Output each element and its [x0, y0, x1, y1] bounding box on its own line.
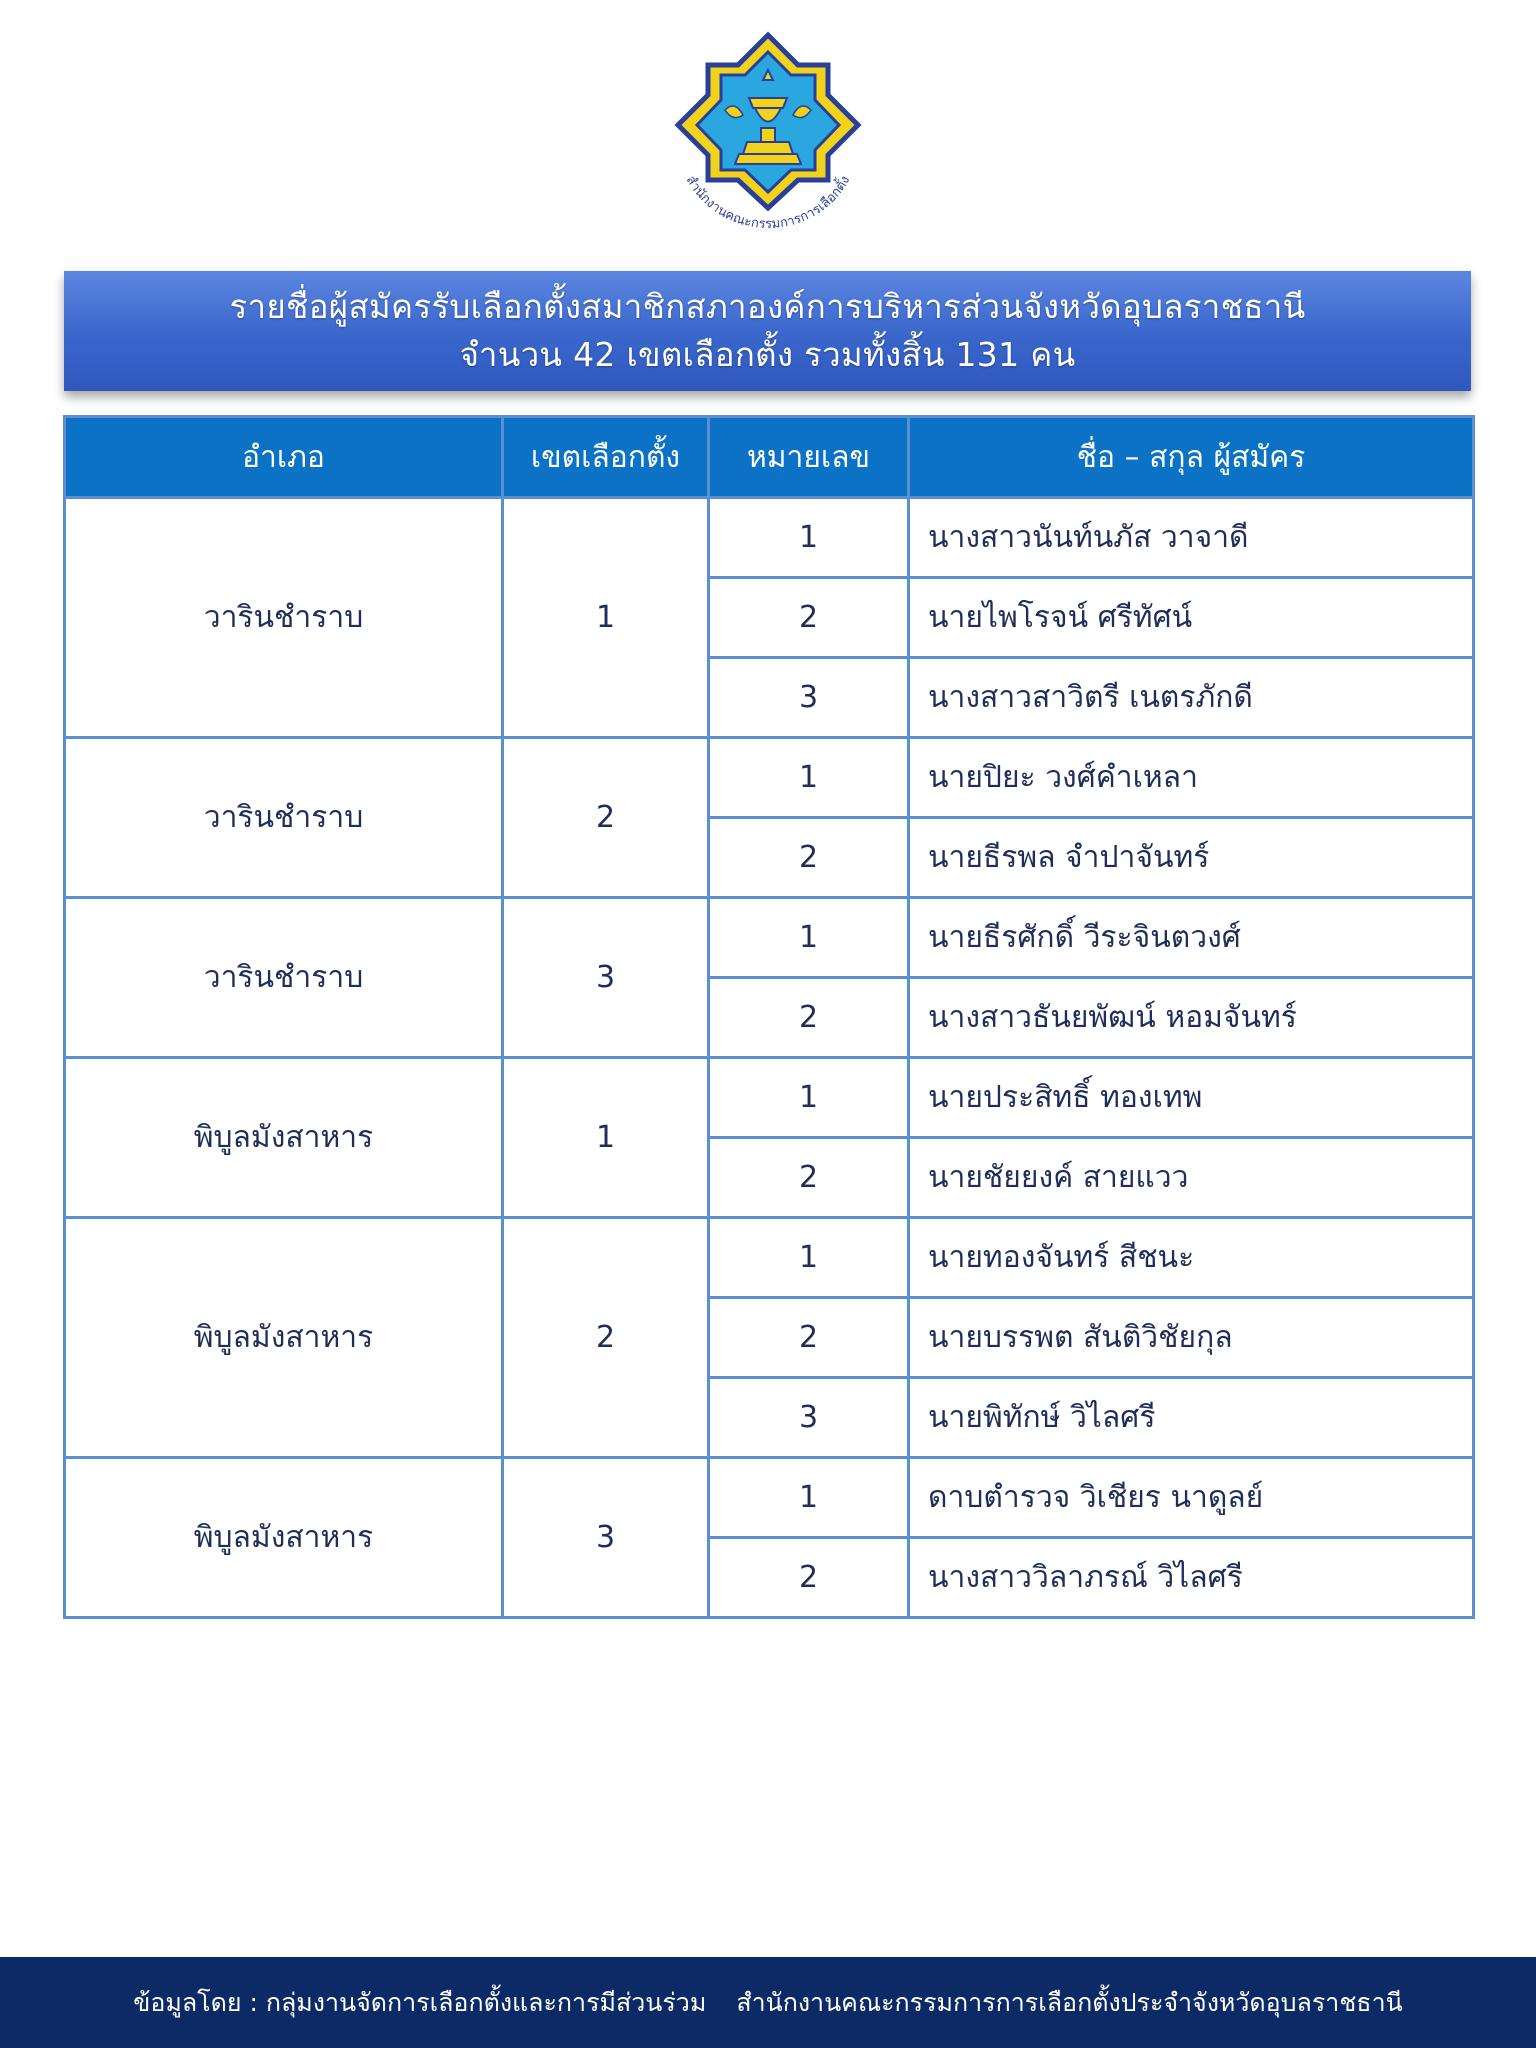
- number-cell: 2: [709, 818, 909, 898]
- district-cell: พิบูลมังสาหาร: [65, 1458, 503, 1618]
- logo-arc-text: สำนักงานคณะกรรมการการเลือกตั้ง: [682, 173, 854, 233]
- header-district: อำเภอ: [65, 417, 503, 498]
- candidate-name-cell: นายบรรพต สันติวิชัยกุล: [909, 1298, 1474, 1378]
- number-cell: 2: [709, 1138, 909, 1218]
- header-number: หมายเลข: [709, 417, 909, 498]
- candidate-name-cell: นายชัยยงค์ สายแวว: [909, 1138, 1474, 1218]
- emblem-icon: [663, 30, 873, 235]
- number-cell: 1: [709, 898, 909, 978]
- candidate-name-cell: นางสาวสาวิตรี เนตรภักดี: [909, 658, 1474, 738]
- number-cell: 1: [709, 738, 909, 818]
- zone-cell: 2: [503, 738, 709, 898]
- zone-cell: 1: [503, 1058, 709, 1218]
- zone-cell: 1: [503, 498, 709, 738]
- candidate-name-cell: ดาบตำรวจ วิเชียร นาดูลย์: [909, 1458, 1474, 1538]
- candidate-name-cell: นายพิทักษ์ วิไลศรี: [909, 1378, 1474, 1458]
- number-cell: 1: [709, 498, 909, 578]
- candidate-name-cell: นางสาวนันท์นภัส วาจาดี: [909, 498, 1474, 578]
- number-cell: 2: [709, 1538, 909, 1618]
- number-cell: 1: [709, 1218, 909, 1298]
- footer-source: ข้อมูลโดย : กลุ่มงานจัดการเลือกตั้งและการมีส่วนร่วม: [133, 1987, 707, 2017]
- table-row: [65, 738, 1474, 818]
- number-cell: 3: [709, 658, 909, 738]
- table-row: [65, 898, 1474, 978]
- header-zone: เขตเลือกตั้ง: [503, 417, 709, 498]
- footer-office: สำนักงานคณะกรรมการการเลือกตั้งประจำจังหวัดอุบลราชธานี: [736, 1987, 1403, 2017]
- district-cell: วารินชำราบ: [65, 898, 503, 1058]
- title-banner: [64, 271, 1471, 391]
- number-cell: 3: [709, 1378, 909, 1458]
- zone-cell: 2: [503, 1218, 709, 1458]
- candidate-name-cell: นายไพโรจน์ ศรีทัศน์: [909, 578, 1474, 658]
- zone-cell: 3: [503, 1458, 709, 1618]
- candidates-table: [63, 415, 1475, 1619]
- number-cell: 1: [709, 1058, 909, 1138]
- number-cell: 2: [709, 578, 909, 658]
- candidate-name-cell: นายธีรพล จำปาจันทร์: [909, 818, 1474, 898]
- district-cell: พิบูลมังสาหาร: [65, 1058, 503, 1218]
- candidate-name-cell: นายทองจันทร์ สีชนะ: [909, 1218, 1474, 1298]
- table-row: [65, 1058, 1474, 1138]
- page-subtitle: จำนวน 42 เขตเลือกตั้ง รวมทั้งสิ้น 131 คน: [459, 335, 1076, 374]
- number-cell: 2: [709, 1298, 909, 1378]
- candidate-name-cell: นางสาววิลาภรณ์ วิไลศรี: [909, 1538, 1474, 1618]
- number-cell: 1: [709, 1458, 909, 1538]
- candidate-name-cell: นายปิยะ วงศ์คำเหลา: [909, 738, 1474, 818]
- table-row: [65, 498, 1474, 578]
- table-row: [65, 1458, 1474, 1538]
- candidate-name-cell: นายธีรศักดิ์ วีระจินตวงศ์: [909, 898, 1474, 978]
- district-cell: วารินชำราบ: [65, 738, 503, 898]
- table-header-row: [65, 417, 1474, 498]
- zone-cell: 3: [503, 898, 709, 1058]
- header-candidate-name: ชื่อ – สกุล ผู้สมัคร: [909, 417, 1474, 498]
- page-title: รายชื่อผู้สมัครรับเลือกตั้งสมาชิกสภาองค์การบริหารส่วนจังหวัดอุบลราชธานี: [229, 287, 1306, 326]
- number-cell: 2: [709, 978, 909, 1058]
- district-cell: พิบูลมังสาหาร: [65, 1218, 503, 1458]
- candidate-name-cell: นายประสิทธิ์ ทองเทพ: [909, 1058, 1474, 1138]
- election-commission-logo: [663, 30, 873, 235]
- candidate-name-cell: นางสาวธันยพัฒน์ หอมจันทร์: [909, 978, 1474, 1058]
- table-row: [65, 1218, 1474, 1298]
- footer-bar: [0, 1957, 1536, 2048]
- district-cell: วารินชำราบ: [65, 498, 503, 738]
